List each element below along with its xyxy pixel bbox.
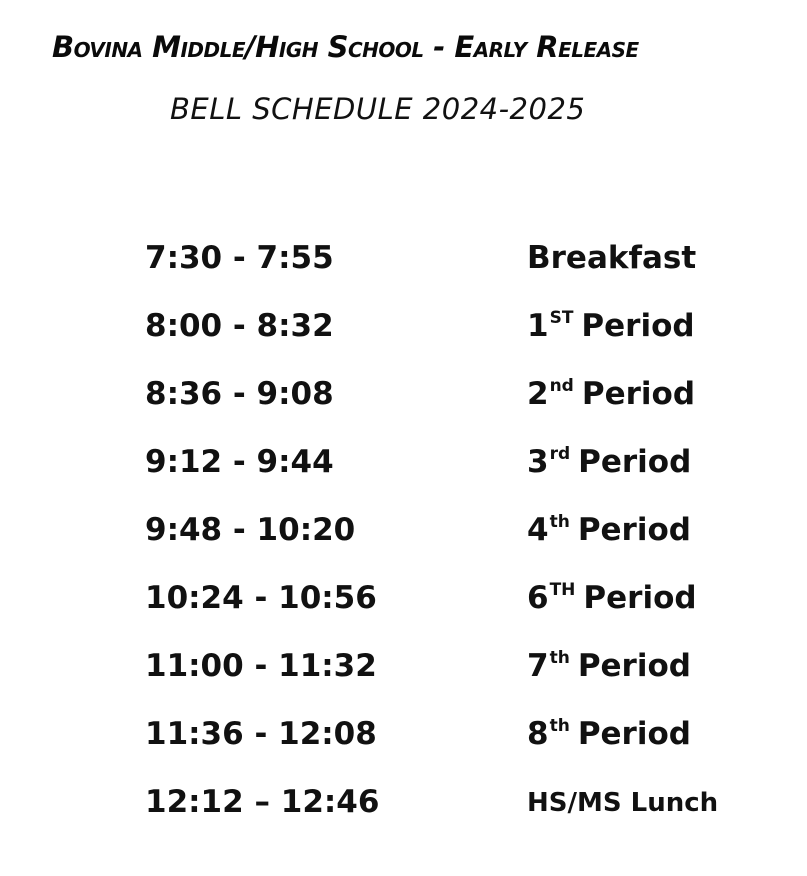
schedule-row bbox=[0, 716, 807, 784]
row-event bbox=[527, 376, 695, 412]
page-title: Bovina Middle/High School - Early Release bbox=[52, 30, 639, 64]
row-event bbox=[527, 716, 691, 752]
row-time: 9:48 - 10:20 bbox=[145, 512, 356, 548]
row-event bbox=[527, 308, 695, 344]
row-time: 7:30 - 7:55 bbox=[145, 240, 334, 276]
period-word: Period bbox=[583, 580, 697, 616]
period-word: Period bbox=[577, 512, 691, 548]
ordinal-suffix: ST bbox=[549, 308, 574, 328]
row-time: 8:00 - 8:32 bbox=[145, 308, 334, 344]
schedule-row bbox=[0, 784, 807, 852]
schedule-row bbox=[0, 580, 807, 648]
period-number: 8 bbox=[527, 716, 549, 752]
period-number: 3 bbox=[527, 444, 549, 480]
row-time: 9:12 - 9:44 bbox=[145, 444, 334, 480]
row-time: 12:12 – 12:46 bbox=[145, 784, 380, 820]
row-event: Breakfast bbox=[527, 240, 697, 276]
ordinal-suffix: th bbox=[549, 716, 570, 736]
period-number: 1 bbox=[527, 308, 549, 344]
schedule-row bbox=[0, 512, 807, 580]
page-subtitle: BELL SCHEDULE 2024-2025 bbox=[170, 92, 586, 126]
period-word: Period bbox=[581, 308, 695, 344]
period-word: Period bbox=[581, 376, 696, 412]
ordinal-suffix: th bbox=[549, 512, 570, 532]
period-number: 4 bbox=[527, 512, 549, 548]
period-number: 2 bbox=[527, 376, 549, 412]
ordinal-suffix: rd bbox=[549, 444, 571, 464]
row-event bbox=[527, 444, 691, 480]
row-event bbox=[527, 580, 697, 616]
row-time: 10:24 - 10:56 bbox=[145, 580, 377, 616]
ordinal-suffix: TH bbox=[549, 580, 576, 600]
schedule-row bbox=[0, 648, 807, 716]
row-time: 11:00 - 11:32 bbox=[145, 648, 377, 684]
schedule-row bbox=[0, 376, 807, 444]
row-time: 8:36 - 9:08 bbox=[145, 376, 334, 412]
ordinal-suffix: th bbox=[549, 648, 570, 668]
row-time: 11:36 - 12:08 bbox=[145, 716, 377, 752]
schedule-row bbox=[0, 308, 807, 376]
ordinal-suffix: nd bbox=[549, 376, 574, 396]
period-number: 6 bbox=[527, 580, 549, 616]
period-number: 7 bbox=[527, 648, 549, 684]
schedule-table bbox=[0, 240, 807, 852]
period-word: Period bbox=[577, 716, 691, 752]
schedule-row bbox=[0, 240, 807, 308]
row-event: HS/MS Lunch bbox=[527, 788, 719, 818]
row-event bbox=[527, 512, 691, 548]
row-event bbox=[527, 648, 691, 684]
period-word: Period bbox=[578, 444, 692, 480]
schedule-row bbox=[0, 444, 807, 512]
period-word: Period bbox=[577, 648, 691, 684]
